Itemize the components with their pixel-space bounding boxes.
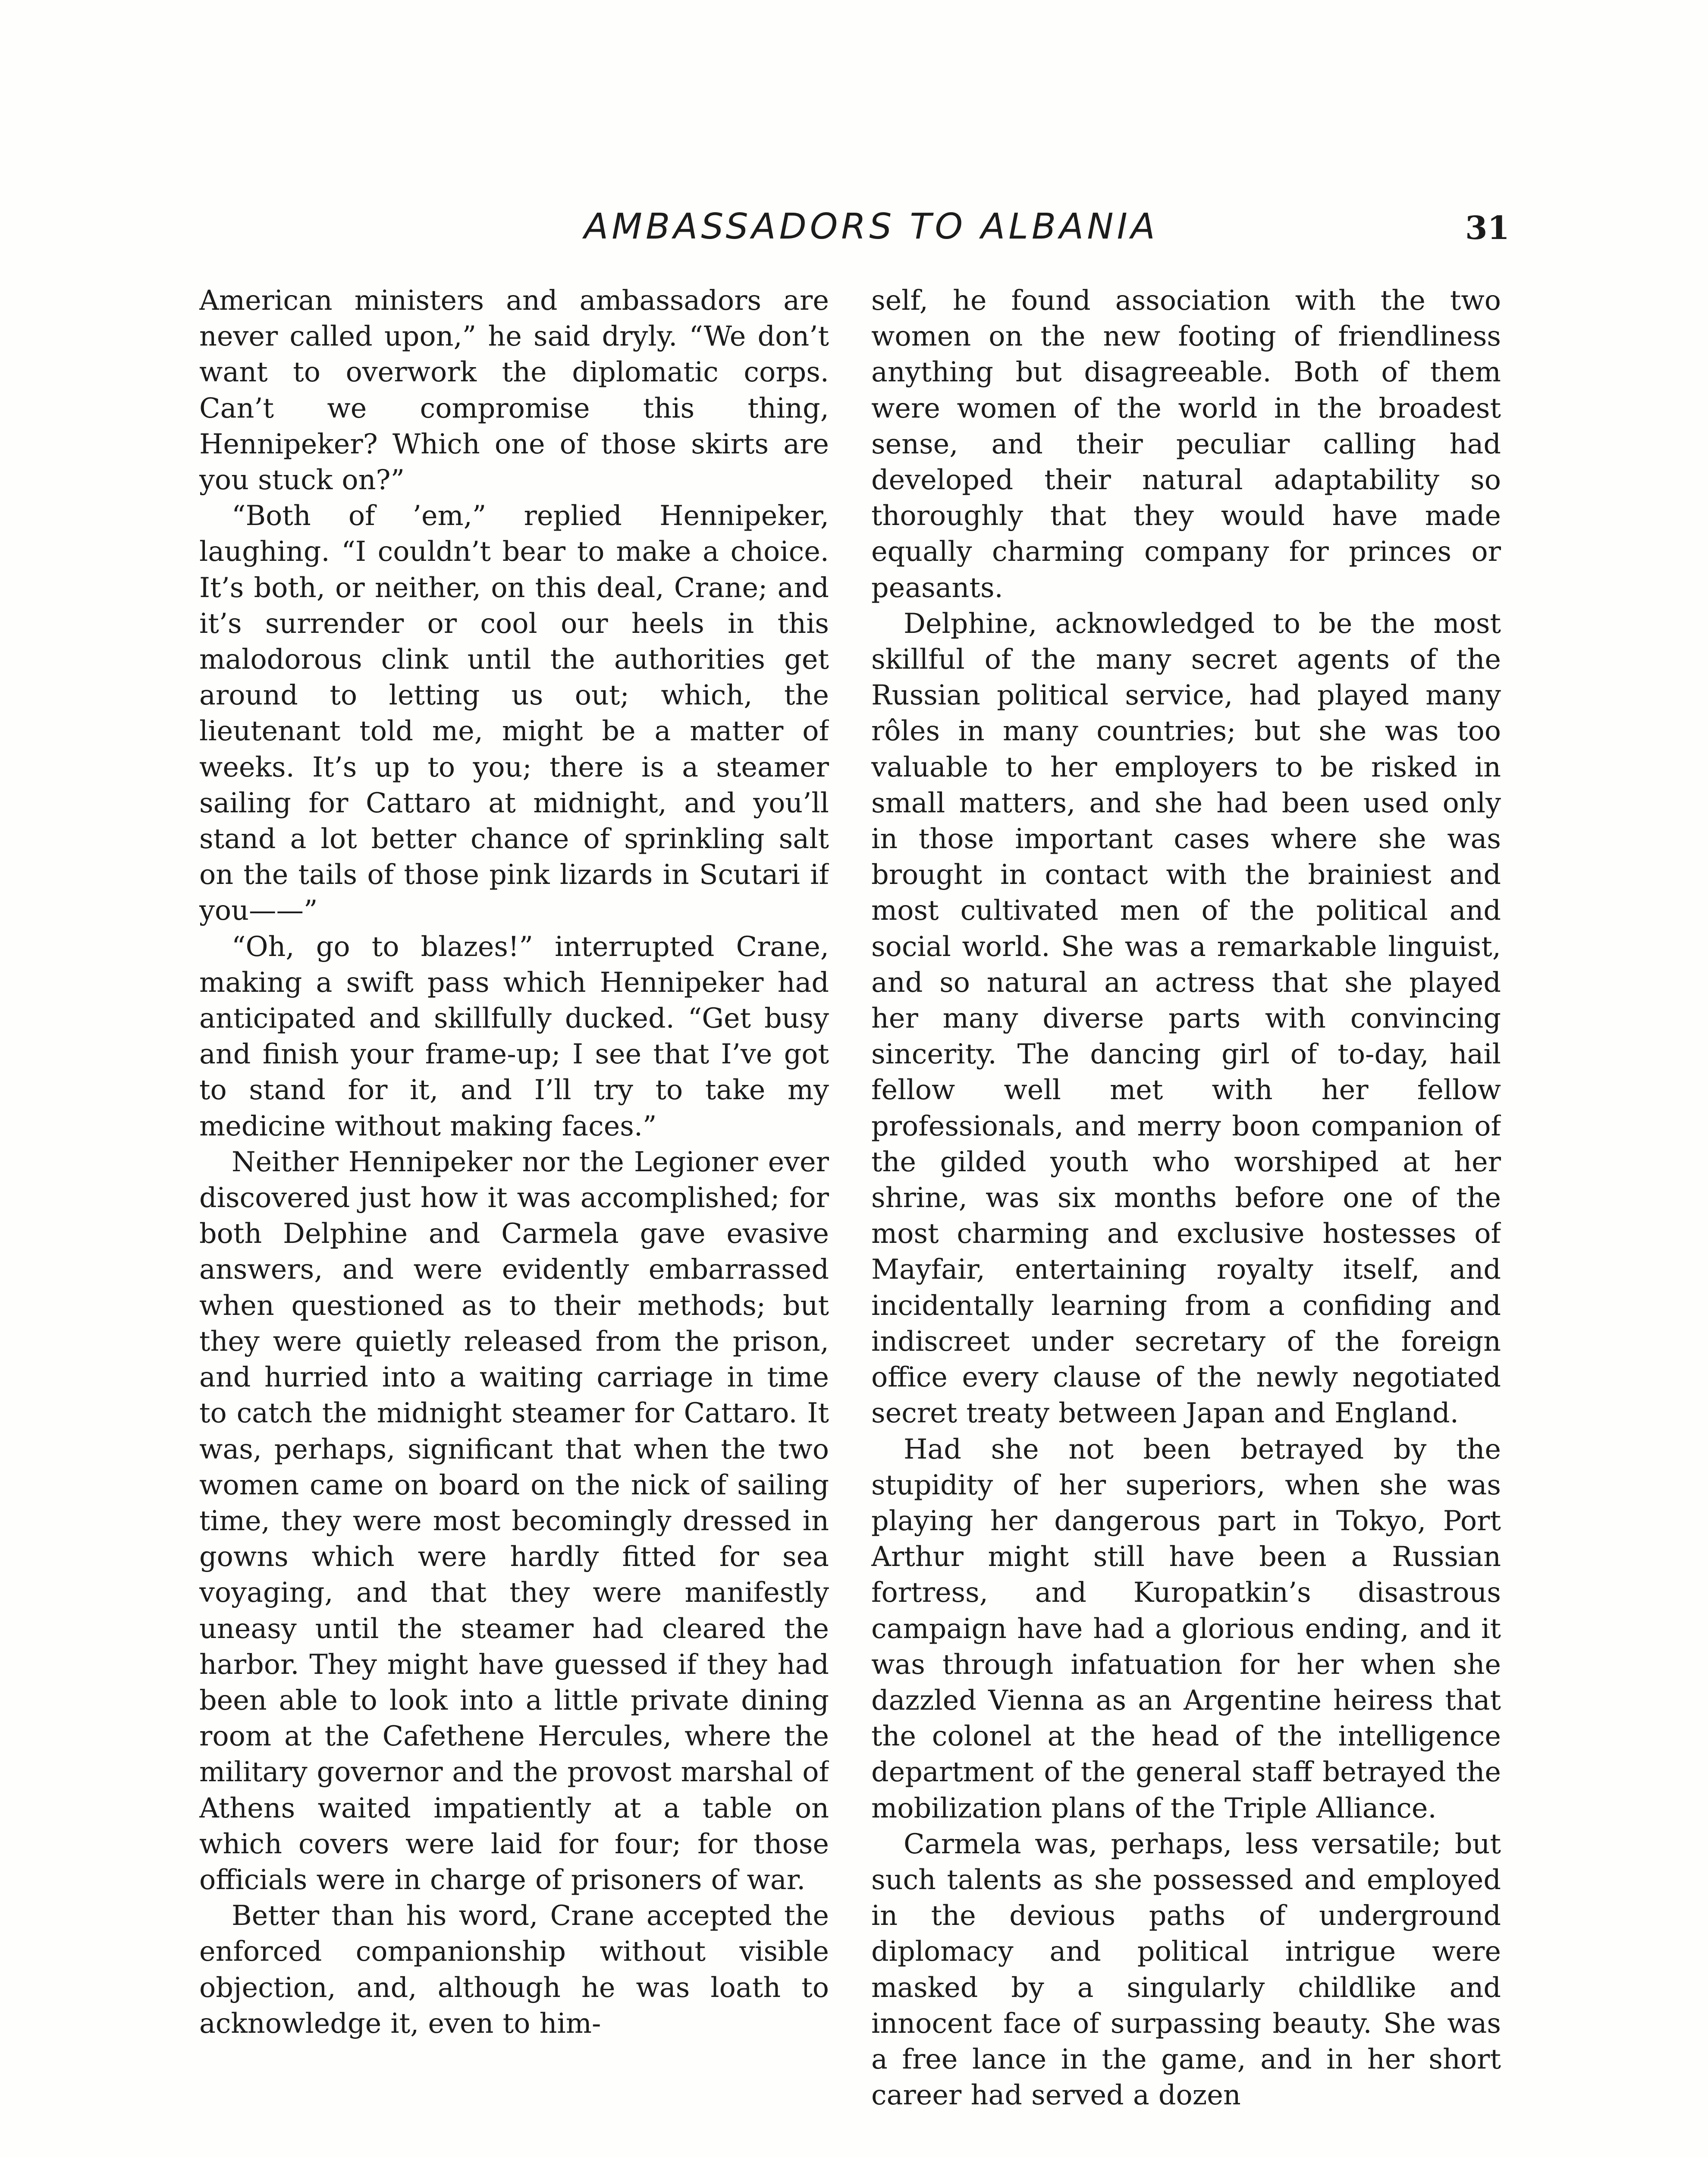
paragraph: “Oh, go to blazes!” interrupted Crane, making a swift pass which Hennipeker had anticipated and skillfully ducked. “Get busy and finish your frame-up; I see that I’ve got to stand for it, and I’ll try to take my medicine without making faces.” <box>199 930 829 1142</box>
paragraph: Had she not been betrayed by the stupidity of her superiors, when she was playing her dangerous part in Tokyo, Port Arthur might still have been a Russian fortress, and Kuropatkin’s disastrous campaign have had a glorious ending, and it was through infatuation for her when she dazzled Vienna as an Argentine heiress that the colonel at the head of the intelligence department of the general staff betrayed the mobilization plans of the Triple Alliance. <box>871 1433 1501 1824</box>
paragraph: self, he found association with the two women on the new footing of friendliness anything but disagreeable. Both of them were women of the world in the broadest sense, and their peculiar calling had developed their natural adaptability so thoroughly that they would have made equally charming company for princes or peasants. <box>871 284 1501 604</box>
page-number: 31 <box>1465 210 1510 247</box>
running-title: AMBASSADORS TO ALBANIA <box>584 206 1159 247</box>
paragraph: Neither Hennipeker nor the Legioner ever discovered just how it was accomplished; for both Delphine and Carmela gave evasive answers, and were evidently embarrassed when questioned as to their methods; but they were quietly released from the prison, and hurried into a waiting carriage in time to catch the midnight steamer for Cattaro. It was, perhaps, significant that when the two women came on board on the nick of sailing time, they were most becomingly dressed in gowns which were hardly fitted for sea voyaging, and that they were manifestly uneasy until the steamer had cleared the harbor. They might have guessed if they had been able to look into a little private dining room at the Cafethene Hercules, where the military governor and the provost marshal of Athens waited impatiently at a table on which covers were laid for four; for those officials were in charge of prisoners of war. <box>199 1145 829 1896</box>
paragraph: American ministers and ambassadors are never called upon,” he said dryly. “We don’t want to overwork the diplomatic corps. Can’t we compromise this thing, Hennipeker? Which one of those skirts are you stuck on?” <box>199 284 829 496</box>
paragraph: Better than his word, Crane accepted the enforced companionship without visible objection, and, although he was loath to acknowledge it, even to him- <box>199 1899 829 2039</box>
right-column <box>871 283 1501 2157</box>
left-column <box>199 283 829 2157</box>
paragraph: Carmela was, perhaps, less versatile; but such talents as she possessed and employed in the devious paths of underground diplomacy and political intrigue were masked by a singularly childlike and innocent face of surpassing beauty. She was a free lance in the game, and in her short career had served a dozen <box>871 1827 1501 2111</box>
paragraph: Delphine, acknowledged to be the most skillful of the many secret agents of the Russian political service, had played many rôles in many countries; but she was too valuable to her employers to be risked in small matters, and she had been used only in those important cases where she was brought in contact with the brainiest and most cultivated men of the political and social world. She was a remarkable linguist, and so natural an actress that she played her many diverse parts with convincing sincerity. The dancing girl of to-day, hail fellow well met with her fellow professionals, and merry boon companion of the gilded youth who worshiped at her shrine, was six months before one of the most charming and exclusive hostesses of Mayfair, entertaining royalty itself, and incidentally learning from a confiding and indiscreet under secretary of the foreign office every clause of the newly negotiated secret treaty between Japan and England. <box>871 607 1501 1429</box>
paragraph: “Both of ’em,” replied Hennipeker, laughing. “I couldn’t bear to make a choice. It’s both, or neither, on this deal, Crane; and it’s surrender or cool our heels in this malodorous clink until the authorities get around to letting us out; which, the lieutenant told me, might be a matter of weeks. It’s up to you; there is a steamer sailing for Cattaro at midnight, and you’ll stand a lot better chance of sprinkling salt on the tails of those pink lizards in Scutari if you——” <box>199 500 829 927</box>
